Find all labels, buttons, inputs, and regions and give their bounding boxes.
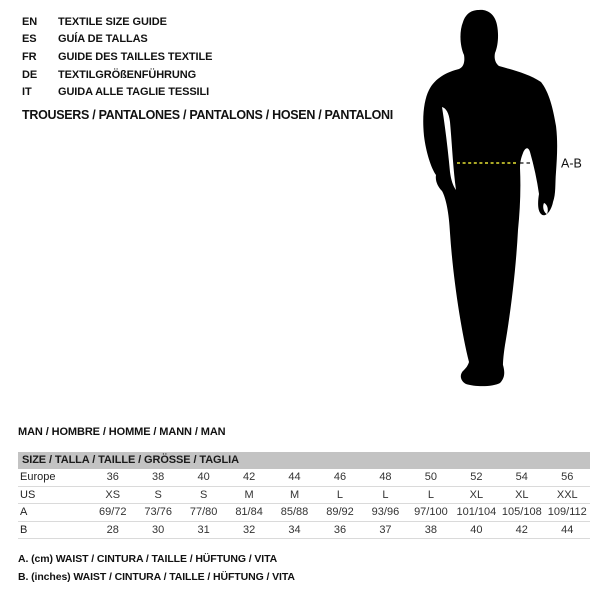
gender-title: MAN / HOMBRE / HOMME / MANN / MAN: [18, 426, 226, 438]
size-cell: 38: [408, 521, 453, 539]
size-cell: 38: [135, 469, 180, 486]
size-cell: M: [272, 486, 317, 504]
size-cell: 46: [317, 469, 362, 486]
man-body-silhouette: [423, 10, 557, 386]
size-cell: XL: [499, 486, 544, 504]
lang-row-fr: [22, 48, 212, 66]
size-cell: 85/88: [272, 504, 317, 522]
lang-label: GUIDA ALLE TAGLIE TESSILI: [58, 86, 210, 99]
size-cell: L: [363, 486, 408, 504]
table-row: [18, 504, 590, 522]
lang-code: ES: [22, 33, 37, 46]
size-cell: 37: [363, 521, 408, 539]
size-cell: 40: [181, 469, 226, 486]
measurement-notes: [18, 551, 295, 586]
table-row: [18, 469, 590, 486]
size-cell: 44: [272, 469, 317, 486]
size-cell: XS: [90, 486, 135, 504]
size-cell: 40: [454, 521, 499, 539]
size-cell: 77/80: [181, 504, 226, 522]
size-cell: L: [408, 486, 453, 504]
size-cell: 56: [545, 469, 590, 486]
lang-row-en: [22, 13, 212, 31]
row-label: B: [18, 521, 90, 539]
size-cell: 42: [499, 521, 544, 539]
size-cell: XXL: [545, 486, 590, 504]
lang-row-de: [22, 66, 212, 84]
size-cell: S: [181, 486, 226, 504]
lang-label: GUIDE DES TAILLES TEXTILE: [58, 50, 213, 63]
note-b-inches: B. (inches) WAIST / CINTURA / TAILLE / HÜFTUNG / VITA: [18, 570, 295, 583]
lang-label: TEXTILGRÖßENFÜHRUNG: [58, 68, 197, 81]
size-cell: 73/76: [135, 504, 180, 522]
measure-label-ab: A-B: [561, 156, 582, 171]
man-silhouette-svg: [395, 0, 600, 410]
size-cell: L: [317, 486, 362, 504]
size-cell: 109/112: [545, 504, 590, 522]
size-cell: 36: [90, 469, 135, 486]
size-cell: 52: [454, 469, 499, 486]
row-label: Europe: [18, 469, 90, 486]
lang-code: EN: [22, 15, 38, 28]
lang-label: TEXTILE SIZE GUIDE: [58, 15, 167, 28]
size-cell: 48: [363, 469, 408, 486]
size-cell: 50: [408, 469, 453, 486]
size-cell: 54: [499, 469, 544, 486]
size-cell: 42: [226, 469, 271, 486]
size-cell: 69/72: [90, 504, 135, 522]
note-a-cm: A. (cm) WAIST / CINTURA / TAILLE / HÜFTUNG / VITA: [18, 553, 278, 565]
size-cell: 31: [181, 521, 226, 539]
row-label: US: [18, 486, 90, 504]
size-table-body: [18, 469, 590, 539]
table-row: [18, 521, 590, 539]
size-cell: 101/104: [454, 504, 499, 522]
lang-code: FR: [22, 50, 37, 63]
size-cell: S: [135, 486, 180, 504]
lang-code: IT: [22, 86, 32, 99]
size-cell: 93/96: [363, 504, 408, 522]
size-cell: 97/100: [408, 504, 453, 522]
product-title: TROUSERS / PANTALONES / PANTALONS / HOSEN / PANTALONI: [22, 108, 393, 122]
man-silhouette-figure: [395, 0, 600, 410]
lang-code: DE: [22, 68, 38, 81]
lang-row-it: [22, 83, 212, 101]
size-cell: M: [226, 486, 271, 504]
size-cell: XL: [454, 486, 499, 504]
size-cell: 81/84: [226, 504, 271, 522]
size-cell: 28: [90, 521, 135, 539]
size-cell: 32: [226, 521, 271, 539]
size-table-section: [18, 452, 590, 539]
size-table: [18, 469, 590, 539]
size-cell: 34: [272, 521, 317, 539]
lang-row-es: [22, 31, 212, 49]
lang-label: GUÍA DE TALLAS: [58, 33, 148, 46]
size-cell: 36: [317, 521, 362, 539]
size-cell: 30: [135, 521, 180, 539]
size-cell: 89/92: [317, 504, 362, 522]
size-cell: 44: [545, 521, 590, 539]
language-title-block: [22, 13, 212, 101]
table-row: [18, 486, 590, 504]
size-table-header-bar: SIZE / TALLA / TAILLE / GRÖSSE / TAGLIA: [18, 452, 590, 469]
row-label: A: [18, 504, 90, 522]
size-cell: 105/108: [499, 504, 544, 522]
